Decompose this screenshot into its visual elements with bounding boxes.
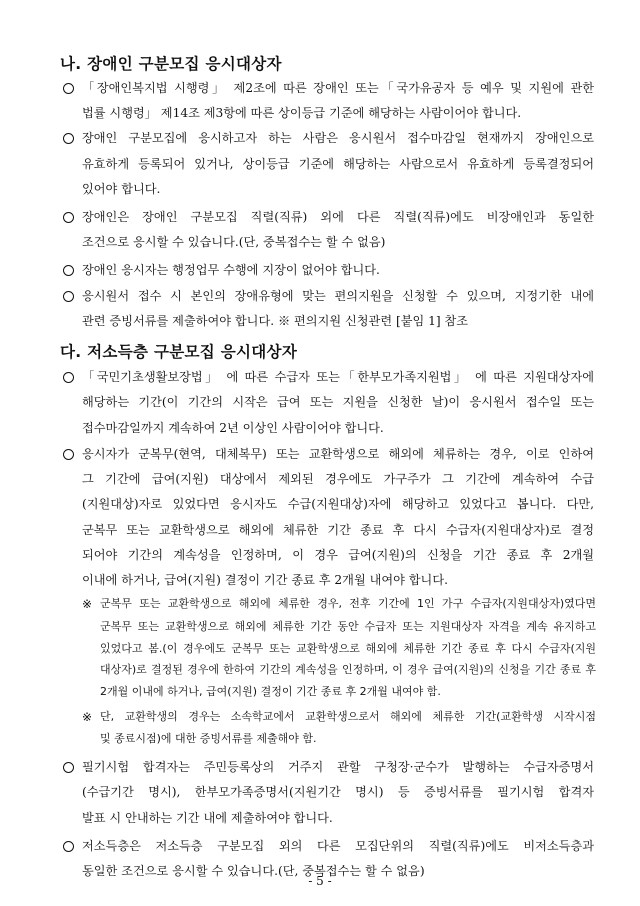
item-line: 관련 증빙서류를 제출하여야 합니다. ※ 편의지원 신청관련 [붙임 1] 참조	[82, 314, 469, 328]
item-line: 이내에 하거나, 급여(지원) 결정이 기간 종료 후 2개월 내여야 합니다.	[82, 573, 448, 587]
item-line: 동일한 조건으로 응시할 수 있습니다.(단, 중복접수는 할 수 없음)	[82, 864, 425, 878]
bullet-circle-icon	[63, 372, 74, 383]
item-line: 「국민기초생활보장법」 에 따른 수급자 또는「한부모가족지원법」 에 따른 지원대상자에	[82, 370, 594, 384]
section-heading: 나. 장애인 구분모집 응시대상자	[60, 55, 282, 73]
bullet-circle-icon	[63, 83, 74, 94]
bullet-circle-icon	[63, 762, 74, 773]
item-line: 「장애인복지법 시행령」 제2조에 따른 장애인 또는「국가유공자 등 예우 및 지원에 관한	[82, 81, 594, 95]
bullet-circle-icon	[63, 841, 74, 852]
bullet-circle-icon	[63, 212, 74, 223]
item-line: 그 기간에 급여(지원) 대상에서 제외된 경우에도 가구주가 그 기간에 계속하여 수급	[82, 472, 594, 486]
note-line: 단, 교환학생의 경우는 소속학교에서 교환학생으로서 해외에 체류한 기간(교환학생 시작시점	[100, 710, 596, 723]
item-line: 군복무 또는 교환학생으로 해외에 체류한 기간 종료 후 다시 수급자(지원대상자)로 결정	[82, 523, 594, 537]
item-line: 장애인은 장애인 구분모집 직렬(직류) 외에 다른 직렬(직류)에도 비장애인과 동일한	[82, 210, 594, 224]
note-line: 대상자)로 결정된 경우에 한하여 기간의 계속성을 인정하며, 이 경우 급여(지원)의 신청을 기간 종료 후	[100, 663, 596, 676]
note-line: 군복무 또는 교환학생으로 해외에 체류한 기간 동안 수급자 또는 지원대상자 자격을 계속 유지하고	[100, 620, 596, 633]
note-line: 2개월 이내에 하거나, 급여(지원) 결정이 기간 종료 후 2개월 내여야 함.	[100, 685, 441, 698]
section-heading: 다. 저소득층 구분모집 응시대상자	[60, 343, 298, 361]
item-line: 저소득층은 저소득층 구분모집 외의 다른 모집단위의 직렬(직류)에도 비저소득층과	[82, 839, 594, 853]
note-mark: ※	[82, 710, 93, 724]
bullet-circle-icon	[63, 449, 74, 460]
item-line: 접수마감일까지 계속하여 2년 이상인 사람이어야 합니다.	[82, 421, 384, 435]
page-number: - 5 -	[308, 874, 332, 888]
item-line: 유효하게 등록되어 있거나, 상이등급 기준에 해당하는 사람으로서 유효하게 등록결정되어	[82, 157, 594, 171]
item-line: (지원대상)자로 있었다면 응시자도 수급(지원대상)자에 해당하고 있었다고 봅니다. 다만,	[82, 497, 594, 511]
item-line: 조건으로 응시할 수 있습니다.(단, 중복접수는 할 수 없음)	[82, 235, 386, 249]
note-mark: ※	[82, 597, 93, 611]
item-line: 되어야 기간의 계속성을 인정하며, 이 경우 급여(지원)의 신청을 기간 종료 후 2개월	[82, 548, 594, 562]
bullet-circle-icon	[63, 133, 74, 144]
item-line: 장애인 구분모집에 응시하고자 하는 사람은 응시원서 접수마감일 현재까지 장애인으로	[82, 131, 594, 145]
item-line: 응시자가 군복무(현역, 대체복무) 또는 교환학생으로 해외에 체류하는 경우, 이로 인하여	[82, 447, 594, 461]
item-line: 장애인 응시자는 행정업무 수행에 지장이 없어야 합니다.	[82, 263, 380, 277]
item-line: 응시원서 접수 시 본인의 장애유형에 맞는 편의지원을 신청할 수 있으며, 지정기한 내에	[82, 289, 594, 303]
note-line: 있었다고 봄.(이 경우에도 군복무 또는 교환학생으로 해외에 체류한 기간 종료 후 다시 수급자(지원	[100, 642, 596, 655]
item-line: 법률 시행령」 제14조 제3항에 따른 상이등급 기준에 해당하는 사람이어야 합니다.	[82, 106, 522, 120]
item-line: (수급기간 명시), 한부모가족증명서(지원기간 명시) 등 증빙서류를 필기시험 합격자	[82, 785, 594, 799]
note-line: 군복무 또는 교환학생으로 해외에 체류한 경우, 전후 기간에 1인 가구 수급자(지원대상자)였다면	[100, 597, 596, 610]
note-line: 및 종료시점)에 대한 증빙서류를 제출해야 함.	[100, 732, 317, 745]
item-line: 있어야 합니다.	[82, 182, 161, 196]
bullet-circle-icon	[63, 291, 74, 302]
item-line: 해당하는 기간(이 기간의 시작은 급여 또는 지원을 신청한 날)이 응시원서 접수일 또는	[82, 395, 594, 409]
item-line: 발표 시 안내하는 기간 내에 제출하여야 합니다.	[82, 811, 333, 825]
item-line: 필기시험 합격자는 주민등록상의 거주지 관할 구청장·군수가 발행하는 수급자증명서	[82, 760, 594, 774]
bullet-circle-icon	[63, 265, 74, 276]
